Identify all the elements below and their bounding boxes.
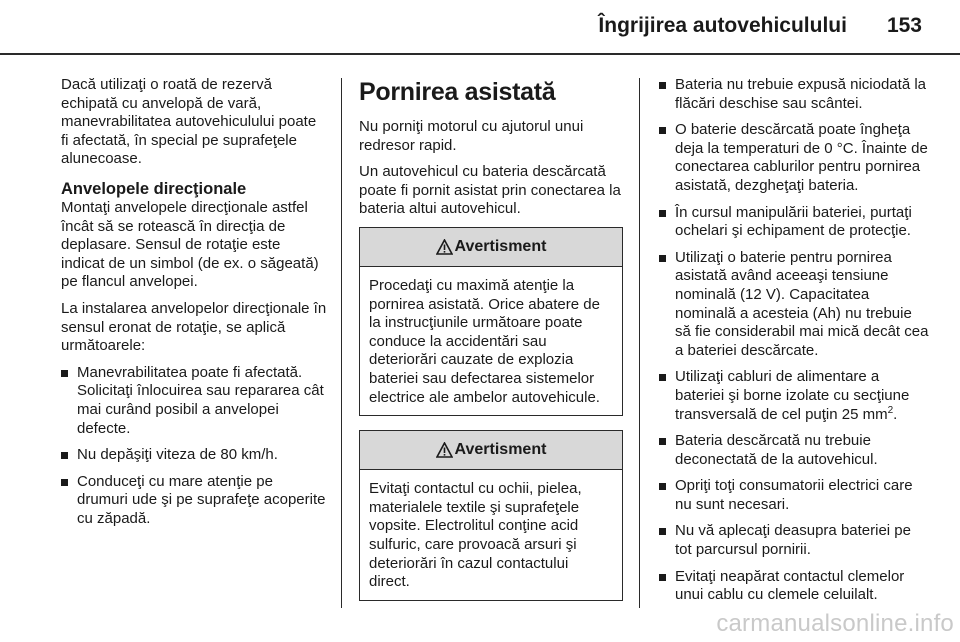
list-item: Evitaţi neapărat contactul clemelor unui cablu cu clemele celuilalt. [659,568,929,605]
bullet-square-icon [659,255,666,262]
header-rule [0,53,960,55]
list-item: O baterie descărcată poate îngheţa deja la temperaturi de 0 °C. Înainte de conectarea cablurilor pentru pornirea asistată, dezgheţaţi bateria. [659,121,929,195]
column-3 [659,76,929,613]
bullet-square-icon [61,452,68,459]
bullet-square-icon [61,479,68,486]
list-item: Utilizaţi o baterie pentru pornirea asistată având aceeaşi tensiune nominală (12 V). Capacitatea nominală a acesteia (Ah) nu trebuie să fie considerabil mai mică decât cea a bateriei descărcate. [659,249,929,361]
bullet-square-icon [659,374,666,381]
jump-start-paragraph-1: Nu porniţi motorul cu ajutorul unui redresor rapid. [359,118,584,154]
warning-text: Evitaţi contactul cu ochii, pielea, materialele textile şi suprafeţele vopsite. Electrolitul conţine acid sulfuric, care provoacă arsuri şi deteriorări în cazul contactului direct. [369,480,582,591]
column-divider-1 [341,78,342,608]
page-title: Îngrijirea autovehiculului [598,14,847,37]
list-item: Conduceţi cu mare atenţie pe drumuri ude şi pe suprafeţe acoperite cu zăpadă. [61,473,327,529]
column-divider-2 [639,78,640,608]
page-number: 153 [886,14,922,37]
page-header [598,14,922,38]
warning-box-1 [359,227,623,416]
jump-start-bullet-list [659,76,929,605]
list-item: Nu depăşiţi viteza de 80 km/h. [61,446,327,465]
column-2 [359,76,623,615]
directional-paragraph-2: La instalarea anvelopelor direcţionale în sensul eronat de rotaţie, se aplică următoarele: [61,299,327,355]
list-item: Manevrabilitatea poate fi afectată. Solicitaţi înlocuirea sau repararea cât mai curând posibil a anvelopei defecte. [61,364,327,438]
warning-label: Avertisment [454,237,547,255]
list-item: Nu vă aplecaţi deasupra bateriei pe tot parcursul pornirii. [659,522,929,559]
bullet-square-icon [659,210,666,217]
bullet-square-icon [659,483,666,490]
section-title-jump-start: Pornirea asistată [359,78,556,106]
list-item: Utilizaţi cabluri de alimentare a bateriei şi borne izolate cu secţiune transversală de cel puţin 25 $mm^2$. [659,368,929,424]
list-item: Bateria nu trebuie expusă niciodată la flăcări deschise sau scântei. [659,76,929,113]
warning-box-2 [359,430,623,601]
bullet-square-icon [61,370,68,377]
warning-triangle-icon [436,239,453,255]
column-1 [61,76,327,536]
warning-triangle-icon [436,442,453,458]
warning-header [360,228,622,267]
list-item: Bateria descărcată nu trebuie deconectată de la autovehicul. [659,432,929,469]
warning-label: Avertisment [454,440,547,458]
directional-paragraph-1: Montaţi anvelopele direcţionale astfel încât să se rotească în direcţia de deplasare. Sensul de rotaţie este indicat de un simbol (de ex. o săgeată) pe flancul anvelopei. [61,198,319,291]
bullet-square-icon [659,574,666,581]
warning-header [360,431,622,470]
directional-bullet-list [61,364,327,529]
list-item: Opriţi toţi consumatorii electrici care nu sunt necesari. [659,477,929,514]
section-title-directional-tyres: Anvelopele direcţionale [61,179,247,198]
bullet-square-icon [659,82,666,89]
warning-text: Procedaţi cu maximă atenţie la pornirea asistată. Orice abatere de la instrucţiunile următoare poate conduce la accidentări sau deteriorări cauzate de explozia bateriei sau defectarea sistemelor electrice ale ambelor autovehicule. [369,276,600,406]
bullet-square-icon [659,528,666,535]
watermark: carmanualsonline.info [716,610,954,637]
jump-start-paragraph-2: Un autovehicul cu bateria descărcată poate fi pornit asistat prin conectarea la bateria altui autovehicul. [359,163,621,218]
bullet-square-icon [659,438,666,445]
spare-wheel-paragraph: Dacă utilizaţi o roată de rezervă echipată cu anvelopă de vară, manevrabilitatea autovehiculului poate fi afectată, în special pe suprafeţele alunecoase. [61,76,317,168]
bullet-square-icon [659,127,666,134]
list-item: În cursul manipulării bateriei, purtaţi ochelari şi echipament de protecţie. [659,204,929,241]
